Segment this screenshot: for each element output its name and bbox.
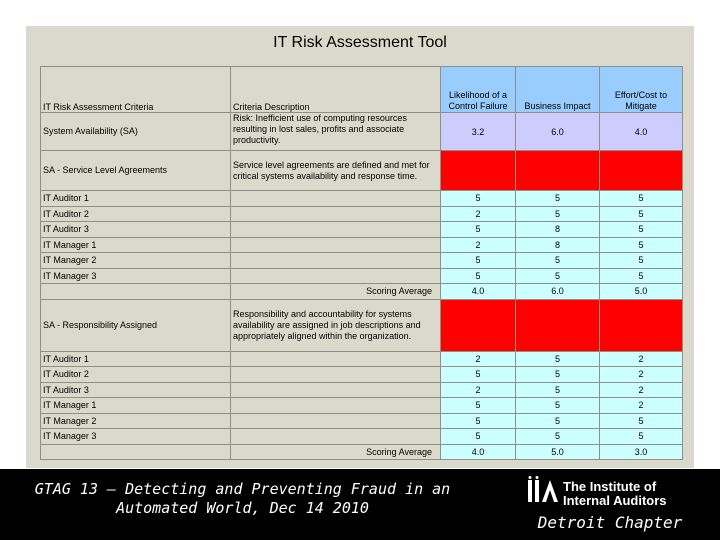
effort-score: 2 [600, 398, 683, 414]
effort-score: 5 [600, 253, 683, 269]
reviewer-name: IT Auditor 1 [41, 191, 231, 207]
table-row [41, 222, 683, 238]
average-likelihood: 4.0 [441, 284, 516, 300]
average-row [41, 444, 683, 460]
impact-score: 8 [516, 237, 600, 253]
system-description: Risk: Inefficient use of computing resources resulting in lost sales, profits and associate productivity. [231, 113, 441, 151]
section-label: SA - Responsibility Assigned [41, 299, 231, 351]
impact-score: 5 [516, 367, 600, 383]
page-title: IT Risk Assessment Tool [273, 34, 447, 51]
empty-cell [231, 222, 441, 238]
impact-score: 5 [516, 351, 600, 367]
average-impact: 5.0 [516, 444, 600, 460]
section-label: SA - Service Level Agreements [41, 151, 231, 191]
impact-score: 5 [516, 413, 600, 429]
impact-score: 5 [516, 191, 600, 207]
impact-header: Business Impact [516, 67, 600, 113]
empty-cell [231, 429, 441, 445]
section-description: Responsibility and accountability for systems availability are assigned in job descriptions and appropriately aligned within the organization. [231, 299, 441, 351]
system-likelihood: 3.2 [441, 113, 516, 151]
empty-cell [231, 413, 441, 429]
average-effort: 5.0 [600, 284, 683, 300]
likelihood-score: 2 [441, 382, 516, 398]
reviewer-name: IT Manager 3 [41, 429, 231, 445]
section-flag [441, 151, 516, 191]
effort-header: Effort/Cost to Mitigate [600, 67, 683, 113]
reviewer-name: IT Manager 2 [41, 413, 231, 429]
reviewer-name: IT Auditor 2 [41, 367, 231, 383]
logo-line: Internal Auditors [563, 493, 667, 508]
logo-text [563, 480, 667, 508]
empty-cell [41, 444, 231, 460]
effort-score: 2 [600, 367, 683, 383]
table-row [41, 268, 683, 284]
table-row [41, 367, 683, 383]
empty-cell [231, 382, 441, 398]
footer-caption-line: GTAG 13 – Detecting and Preventing Fraud in an [34, 480, 451, 498]
system-effort: 4.0 [600, 113, 683, 151]
likelihood-score: 5 [441, 222, 516, 238]
impact-score: 5 [516, 253, 600, 269]
empty-cell [231, 398, 441, 414]
average-likelihood: 4.0 [441, 444, 516, 460]
effort-score: 5 [600, 237, 683, 253]
footer-caption [30, 480, 455, 518]
table-row [41, 191, 683, 207]
system-impact: 6.0 [516, 113, 600, 151]
footer-caption-line: Automated World, Dec 14 2010 [116, 499, 369, 517]
average-label: Scoring Average [231, 284, 441, 300]
effort-score: 2 [600, 382, 683, 398]
impact-score: 5 [516, 206, 600, 222]
effort-score: 5 [600, 191, 683, 207]
likelihood-score: 2 [441, 206, 516, 222]
reviewer-name: IT Auditor 1 [41, 351, 231, 367]
empty-cell [41, 284, 231, 300]
header-row [41, 67, 683, 113]
reviewer-name: IT Manager 3 [41, 268, 231, 284]
reviewer-name: IT Auditor 3 [41, 222, 231, 238]
average-effort: 3.0 [600, 444, 683, 460]
section-header-row [41, 299, 683, 351]
empty-cell [231, 206, 441, 222]
risk-assessment-table [40, 66, 683, 460]
effort-score: 5 [600, 268, 683, 284]
table-row [41, 382, 683, 398]
table-row [41, 413, 683, 429]
empty-cell [231, 237, 441, 253]
effort-score: 5 [600, 413, 683, 429]
description-header: Criteria Description [231, 67, 441, 113]
section-flag [600, 151, 683, 191]
average-label: Scoring Average [231, 444, 441, 460]
effort-score: 5 [600, 429, 683, 445]
reviewer-name: IT Manager 1 [41, 237, 231, 253]
section-header-row [41, 151, 683, 191]
section-description: Service level agreements are defined and met for critical systems availability and response time. [231, 151, 441, 191]
likelihood-score: 5 [441, 191, 516, 207]
system-label: System Availability (SA) [41, 113, 231, 151]
reviewer-name: IT Auditor 3 [41, 382, 231, 398]
likelihood-score: 5 [441, 367, 516, 383]
likelihood-score: 2 [441, 237, 516, 253]
likelihood-header: Likelihood of a Control Failure [441, 67, 516, 113]
reviewer-name: IT Manager 1 [41, 398, 231, 414]
empty-cell [231, 253, 441, 269]
likelihood-score: 5 [441, 413, 516, 429]
section-flag [516, 151, 600, 191]
likelihood-score: 5 [441, 398, 516, 414]
likelihood-score: 5 [441, 253, 516, 269]
empty-cell [231, 351, 441, 367]
table-row [41, 351, 683, 367]
average-row [41, 284, 683, 300]
table-row [41, 253, 683, 269]
impact-score: 5 [516, 429, 600, 445]
reviewer-name: IT Manager 2 [41, 253, 231, 269]
table-row [41, 429, 683, 445]
system-summary-row [41, 113, 683, 151]
chapter-label: Detroit Chapter [537, 513, 683, 532]
empty-cell [231, 268, 441, 284]
table-row [41, 206, 683, 222]
impact-score: 5 [516, 398, 600, 414]
empty-cell [231, 191, 441, 207]
likelihood-score: 5 [441, 268, 516, 284]
section-flag [441, 299, 516, 351]
impact-score: 5 [516, 382, 600, 398]
table-row [41, 398, 683, 414]
effort-score: 5 [600, 206, 683, 222]
average-impact: 6.0 [516, 284, 600, 300]
likelihood-score: 5 [441, 429, 516, 445]
section-flag [516, 299, 600, 351]
table-row [41, 237, 683, 253]
reviewer-name: IT Auditor 2 [41, 206, 231, 222]
impact-score: 5 [516, 268, 600, 284]
impact-score: 8 [516, 222, 600, 238]
section-flag [600, 299, 683, 351]
effort-score: 5 [600, 222, 683, 238]
effort-score: 2 [600, 351, 683, 367]
logo-line: The Institute of [563, 479, 657, 494]
likelihood-score: 2 [441, 351, 516, 367]
empty-cell [231, 367, 441, 383]
criteria-header: IT Risk Assessment Criteria [41, 67, 231, 113]
